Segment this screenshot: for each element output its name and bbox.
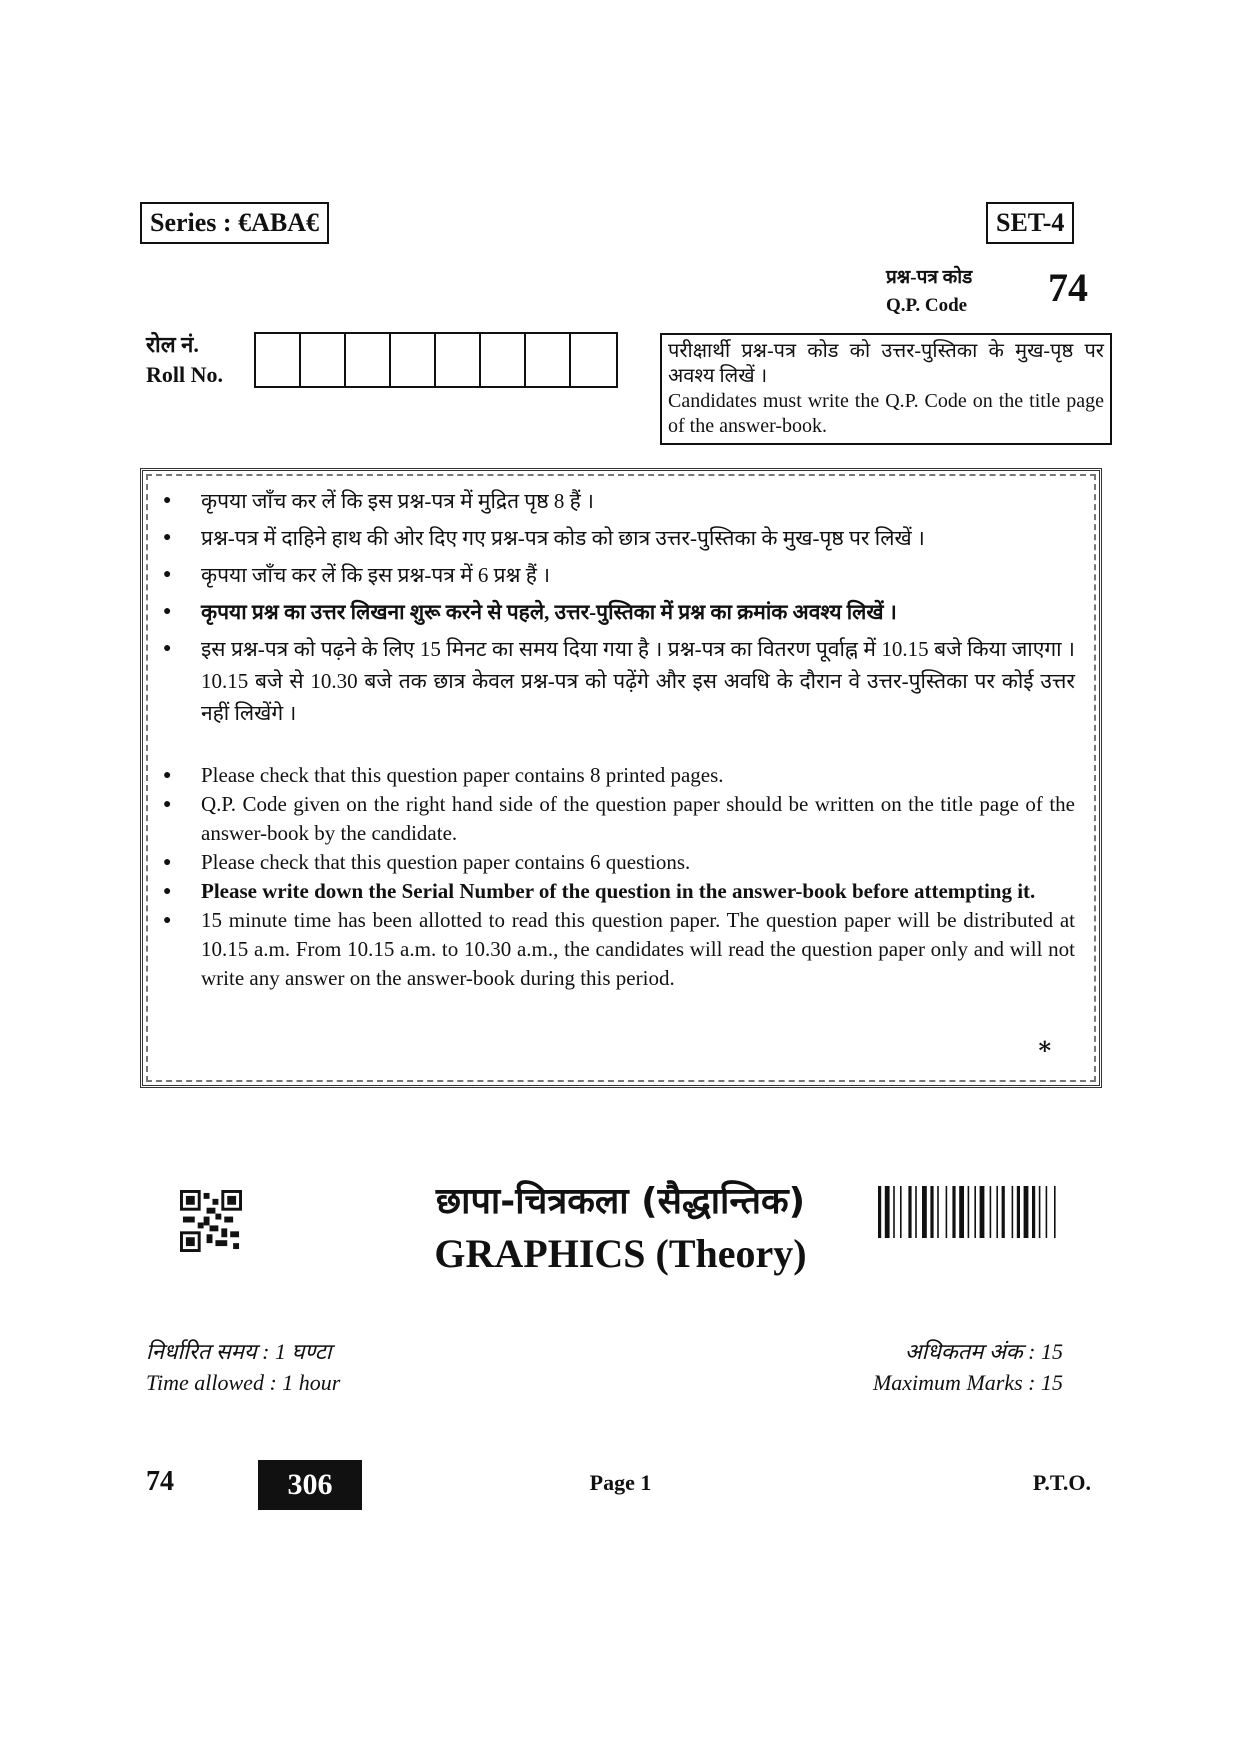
qp-code-value: 74	[1048, 265, 1088, 310]
roll-number-cell[interactable]	[346, 334, 391, 386]
subject-title-hindi: छापा-चित्रकला (सैद्धान्तिक)	[435, 1181, 806, 1222]
footer-qp-code: 74	[146, 1466, 174, 1497]
instruction-hi-item: ● कृपया जाँच कर लें कि इस प्रश्न-पत्र में 6 प्रश्न हैं ।	[157, 559, 1075, 591]
barcode-icon	[878, 1186, 1088, 1238]
instruction-en-item: ● Please check that this question paper contains 8 printed pages.	[157, 761, 1075, 790]
roll-number-cell[interactable]	[436, 334, 481, 386]
instructions-box	[140, 468, 1102, 1088]
candidate-notice-box	[660, 333, 1112, 445]
roll-number-cell[interactable]	[391, 334, 436, 386]
roll-label-hi: रोल नं.	[146, 332, 199, 357]
maximum-marks-hindi: अधिकतम अंक : 15	[904, 1339, 1063, 1364]
qp-code-label-hi: प्रश्न-पत्र कोड	[886, 267, 973, 288]
page-number: Page 1	[589, 1470, 652, 1495]
instruction-en-item: ● 15 minute time has been allotted to read this question paper. The question paper will be distributed at 10.15 a.m. From 10.15 a.m. to 10.30 a.m., the candidates will read the question paper only and will not write any answer on the answer-book during this period.	[157, 906, 1075, 993]
instruction-en-item: ● Q.P. Code given on the right hand side of the question paper should be written on the title page of the answer-book by the candidate.	[157, 790, 1075, 848]
roll-number-cell[interactable]	[256, 334, 301, 386]
notice-hi: परीक्षार्थी प्रश्न-पत्र कोड को उत्तर-पुस्तिका के मुख-पृष्ठ पर अवश्य लिखें ।	[668, 340, 1104, 387]
subject-title-english: GRAPHICS (Theory)	[434, 1231, 807, 1276]
roll-number-label	[146, 330, 223, 390]
instruction-en-item: ● Please write down the Serial Number of the question in the answer-book before attempting it.	[157, 877, 1075, 906]
instructions-hindi-list	[157, 485, 1075, 734]
instruction-hi-item: ● कृपया प्रश्न का उत्तर लिखना शुरू करने से पहले, उत्तर-पुस्तिका में प्रश्न का क्रमांक अवश्य लिखें ।	[157, 596, 1075, 628]
instruction-hi-item: ● प्रश्न-पत्र में दाहिने हाथ की ओर दिए गए प्रश्न-पत्र कोड को छात्र उत्तर-पुस्तिका के मुख-पृष्ठ पर लिखें ।	[157, 522, 1075, 554]
instructions-english-list	[157, 761, 1075, 993]
qp-code-label	[886, 264, 972, 320]
set-label: SET-4	[986, 202, 1074, 244]
maximum-marks-english: Maximum Marks : 15	[872, 1370, 1063, 1395]
time-allowed-hindi: निर्धारित समय : 1 घण्टा	[146, 1339, 332, 1364]
qp-code-label-en: Q.P. Code	[886, 295, 968, 316]
star-mark: *	[1038, 1036, 1051, 1065]
notice-en: Candidates must write the Q.P. Code on the title page of the answer-book.	[668, 390, 1104, 437]
instruction-hi-item: ● कृपया जाँच कर लें कि इस प्रश्न-पत्र में मुद्रित पृष्ठ 8 हैं ।	[157, 485, 1075, 517]
roll-number-cell[interactable]	[571, 334, 616, 386]
instruction-en-item: ● Please check that this question paper contains 6 questions.	[157, 848, 1075, 877]
roll-number-boxes	[254, 332, 618, 388]
footer-subject-code-badge: 306	[258, 1460, 362, 1510]
roll-label-en: Roll No.	[146, 362, 223, 387]
roll-number-cell[interactable]	[526, 334, 571, 386]
time-allowed-english: Time allowed : 1 hour	[146, 1370, 341, 1395]
roll-number-cell[interactable]	[301, 334, 346, 386]
roll-number-cell[interactable]	[481, 334, 526, 386]
instruction-hi-item: ● इस प्रश्न-पत्र को पढ़ने के लिए 15 मिनट का समय दिया गया है । प्रश्न-पत्र का वितरण पूर्वाह्न में 10.15 बजे किया जाएगा । 10.15 बजे से 10.30 बजे तक छात्र केवल प्रश्न-पत्र को पढ़ेंगे और इस अवधि के दौरान वे उत्तर-पुस्तिका पर कोई उत्तर नहीं लिखेंगे ।	[157, 633, 1075, 729]
pto-label: P.T.O.	[1032, 1470, 1091, 1495]
series-label: Series : €ABA€	[140, 202, 329, 244]
